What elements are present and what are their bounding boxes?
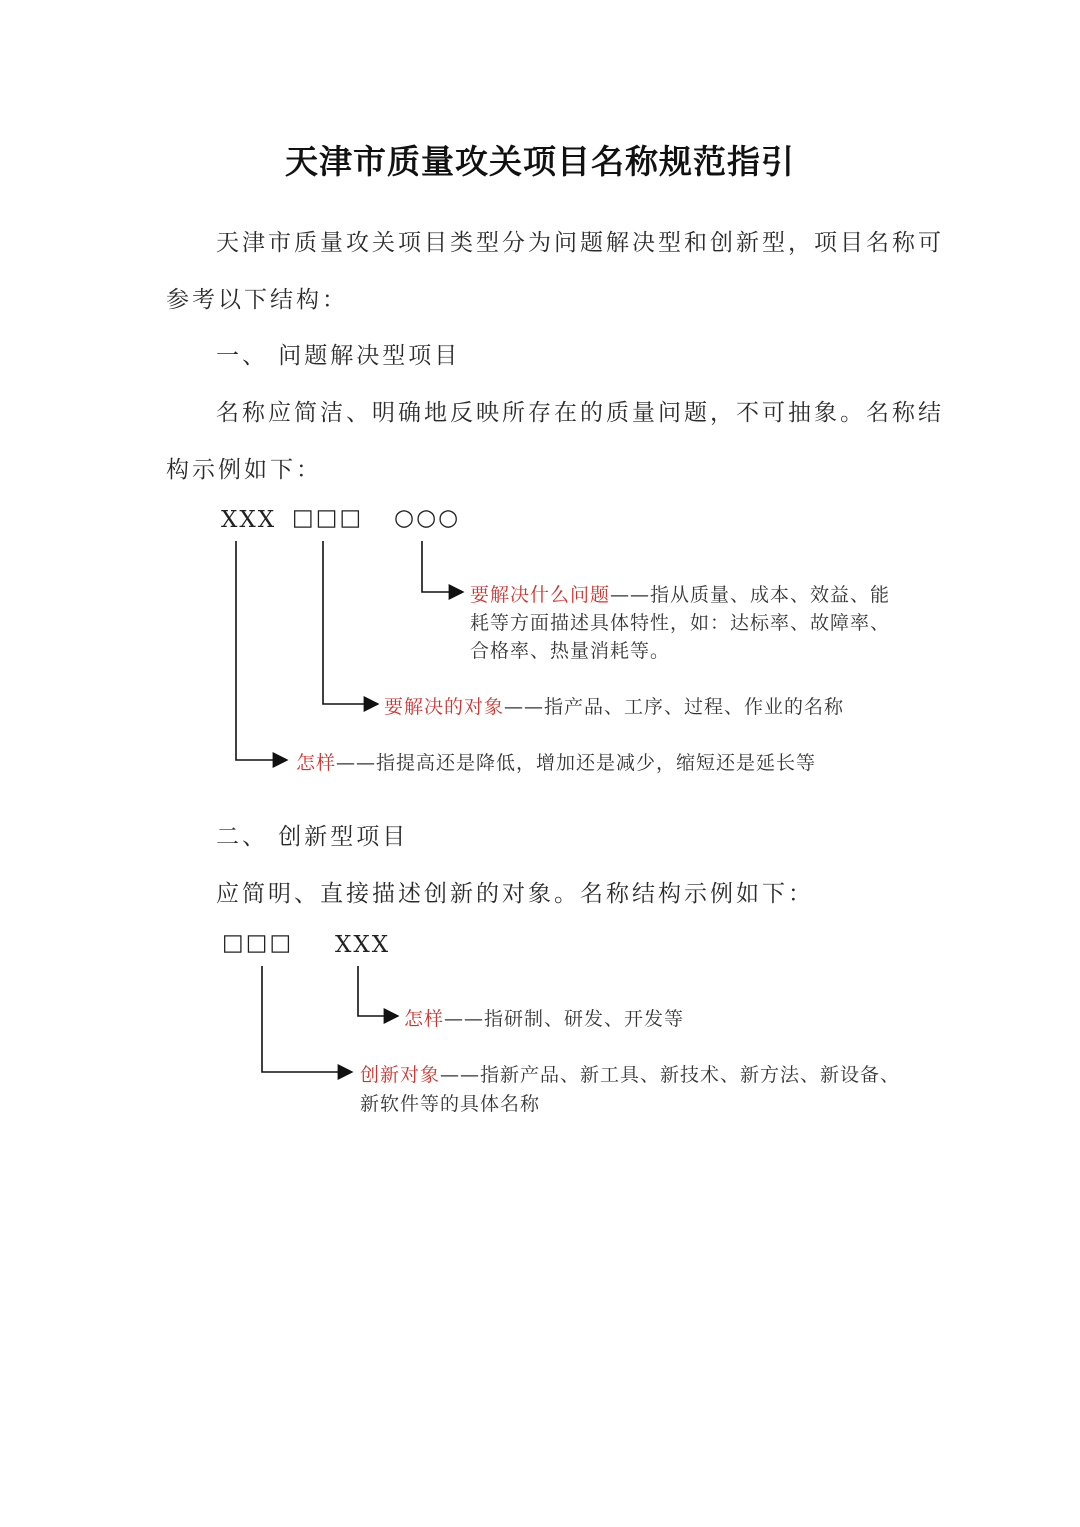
s1-note-object <box>384 692 844 719</box>
s1-structure-part-squares: □□□ <box>292 505 364 531</box>
s1-note-problem-line-1 <box>470 580 890 607</box>
intro-line-1: 天津市质量攻关项目类型分为问题解决型和创新型，项目名称可 <box>216 230 944 256</box>
s1-structure-part-xxx: XXX <box>221 507 277 533</box>
section2-heading: 二、 创新型项目 <box>216 824 409 850</box>
s2-note-how-text: ——指研制、研发、开发等 <box>444 1008 685 1030</box>
s2-note-object-line-2: 新软件等的具体名称 <box>360 1093 541 1115</box>
page-title: 天津市质量攻关项目名称规范指引 <box>285 142 795 181</box>
s1-note-object-term: 要解决的对象 <box>384 696 505 718</box>
section1-desc-line-2: 构示例如下： <box>166 457 322 483</box>
s2-arrow-object <box>262 966 352 1072</box>
s1-arrow-how <box>236 541 287 760</box>
s1-structure-part-circles: ○○○ <box>394 505 461 531</box>
s1-arrow-object <box>323 541 378 704</box>
s1-note-object-text: ——指产品、工序、过程、作业的名称 <box>504 696 845 718</box>
section2-desc: 应简明、直接描述创新的对象。名称结构示例如下： <box>216 881 814 907</box>
s1-note-problem-term: 要解决什么问题 <box>470 584 611 606</box>
s1-note-how-text: ——指提高还是降低，增加还是减少，缩短还是延长等 <box>336 752 817 774</box>
s1-note-problem-text-1: ——指从质量、成本、效益、能 <box>610 584 891 606</box>
s1-arrow-problem <box>422 541 463 592</box>
section1-heading: 一、 问题解决型项目 <box>216 343 461 369</box>
s2-structure-part-xxx: XXX <box>335 932 391 958</box>
s2-note-object-line-1 <box>360 1060 900 1087</box>
s2-structure-part-squares: □□□ <box>222 930 294 956</box>
s2-note-object-text-1: ——指新产品、新工具、新技术、新方法、新设备、 <box>440 1064 901 1086</box>
s2-note-object-term: 创新对象 <box>360 1064 441 1086</box>
section1-desc-line-1: 名称应简洁、明确地反映所存在的质量问题，不可抽象。名称结 <box>216 400 944 426</box>
s1-note-problem-line-2: 耗等方面描述具体特性，如：达标率、故障率、 <box>470 612 891 634</box>
s2-note-how <box>404 1004 684 1031</box>
s1-note-how-term: 怎样 <box>296 752 337 774</box>
s1-note-problem-line-3: 合格率、热量消耗等。 <box>470 640 671 662</box>
s2-arrow-how <box>358 966 398 1016</box>
intro-line-2: 参考以下结构： <box>166 287 348 313</box>
s1-note-how <box>296 748 816 775</box>
s2-note-how-term: 怎样 <box>404 1008 445 1030</box>
